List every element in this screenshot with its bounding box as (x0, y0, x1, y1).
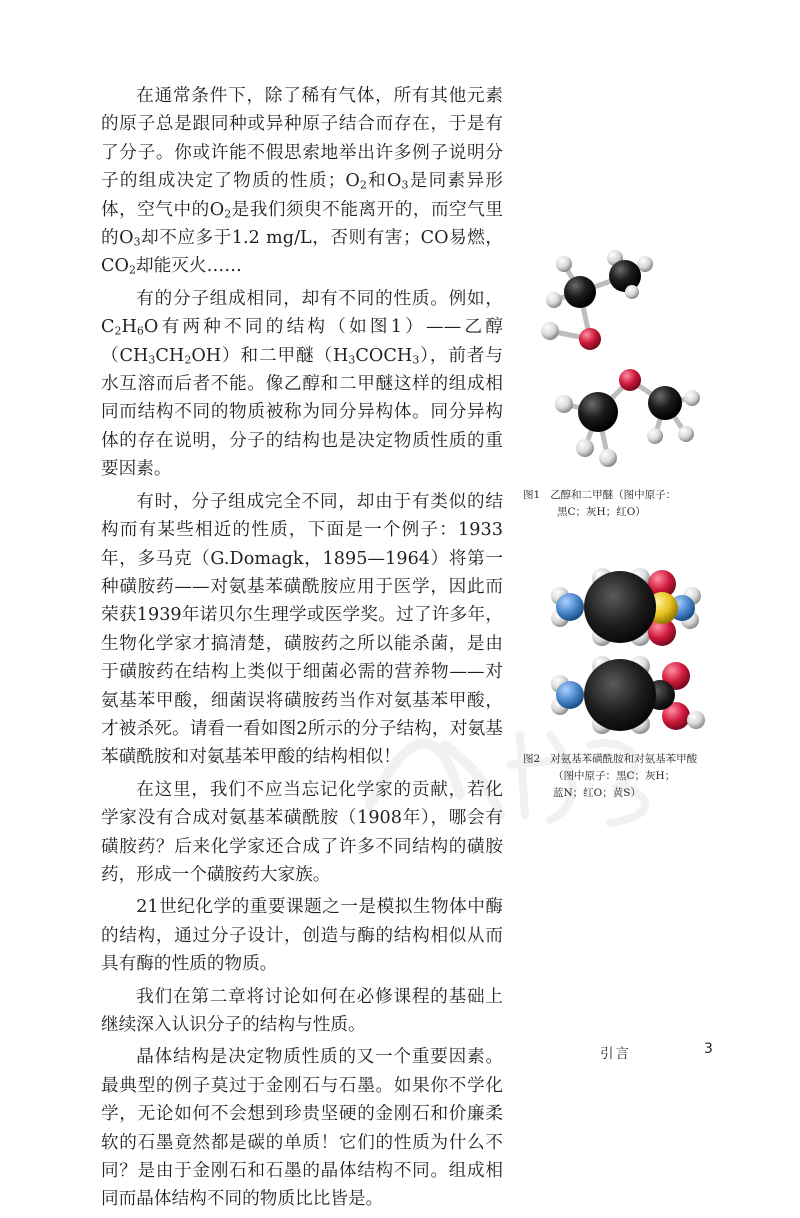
sulfanilamide-model (551, 568, 701, 646)
text-run: 和O (366, 171, 402, 192)
atom-oxygen (619, 369, 641, 391)
ethanol-atoms (541, 250, 653, 350)
atom-hydrogen (678, 426, 694, 442)
page-number: 3 (704, 1041, 713, 1057)
atom-hydrogen (599, 449, 617, 467)
text-run: OH）和二甲醚（H (191, 345, 349, 366)
figure1-caption-line1: 乙醇和二甲醚（图中原子： (550, 489, 677, 501)
figure2-molecules (540, 560, 720, 740)
text-run: 我们在第二章将讨论如何在必修课程的基础上继续深入认识分子的结构与性质。 (101, 986, 503, 1035)
atom-nitrogen (556, 593, 584, 621)
paragraph (101, 893, 503, 978)
benzene-ring-carbon (584, 659, 656, 731)
atom-hydrogen (647, 428, 663, 444)
text-run: 在通常条件下，除了稀有气体，所有其他元素的原子总是跟同种或异种原子结合而存在，于是有了分子。你或许能不假思索地举出许多例子说明分子的组成决定了物质的性质；O (101, 86, 503, 192)
figure2-number: 图2 (523, 753, 541, 765)
text-run: 晶体结构是决定物质性质的又一个重要因素。最典型的例子莫过于金刚石与石墨。如果你不学化学，无论如何不会想到珍贵坚硬的金刚石和价廉柔软的石墨竟然都是碳的单质！它们的性质为什么不同？是由于金刚石和石墨的晶体结构不同。组成相同而晶体结构不同的物质比比皆是。 (101, 1047, 503, 1210)
subscript: 2 (129, 264, 136, 278)
figure1-caption-line2: 黑C；灰H；红O） (557, 506, 646, 518)
paragraph (101, 983, 503, 1040)
figure2-caption-line3: 蓝N；红O；黄S） (553, 787, 641, 799)
atom-carbon (578, 392, 618, 432)
subscript: 2 (224, 207, 232, 221)
subscript: 2 (184, 353, 192, 367)
text-run: COCH (355, 345, 413, 366)
text-run: 有时，分子组成完全不同，却由于有类似的结构而有某些相近的性质，下面是一个例子：1933年，多马克（G.Domagk，1895—1964）将第一种磺胺药——对氨基苯磺酰胺应用于医学，因此而荣获1939年诺贝尔生理学或医学奖。过了许多年，生物化学家才搞清楚，磺胺药之所以能杀菌，是由于磺胺药在结构上类似于细菌必需的营养物——对氨基苯甲酸，细菌误将磺胺药当作对氨基苯甲酸，才被杀死。请看一看如图2所示的分子结构，对氨基苯磺酰胺和对氨基苯甲酸的结构相似！ (101, 491, 503, 768)
atom-hydrogen (555, 395, 573, 413)
text-run: ），前者与水互溶而后者不能。像乙醇和二甲醚这样的组成相同而结构不同的物质被称为同分异构体。同分异构体的存在说明，分子的结构也是决定物质性质的重要因素。 (101, 345, 503, 480)
atom-carbon (648, 386, 682, 420)
figure1-caption (523, 487, 723, 521)
figure2-caption (523, 751, 743, 802)
subscript: 2 (359, 178, 367, 192)
atom-hydrogen (687, 711, 705, 729)
figure1-number: 图1 (523, 489, 541, 501)
figure2-caption-line2: （图中原子：黑C；灰H； (553, 770, 676, 782)
atom-nitrogen (556, 681, 584, 709)
paragraph (101, 82, 503, 281)
paragraph (101, 285, 503, 484)
text-run: 有的分子组成相同，却有不同的性质。例如，C (101, 288, 503, 338)
subscript: 6 (136, 324, 144, 338)
atom-hydrogen (684, 390, 700, 406)
aminobenzoic-acid-model (551, 656, 705, 734)
benzene-ring-carbon (584, 571, 656, 643)
subscript: 3 (348, 353, 356, 367)
atom-hydrogen (546, 292, 562, 308)
ether-atoms (555, 369, 700, 467)
atom-hydrogen (576, 439, 594, 457)
subscript: 3 (133, 235, 141, 249)
subscript: 3 (412, 353, 420, 367)
subscript: 2 (114, 324, 122, 338)
text-run: 却能灭火…… (136, 256, 242, 277)
subscript: 3 (148, 353, 156, 367)
page-footer (600, 1042, 720, 1062)
atom-oxygen (579, 328, 601, 350)
paragraph (101, 1043, 503, 1213)
main-text (101, 82, 503, 1218)
text-run: 在这里，我们不应当忘记化学家的贡献，若化学家没有合成对氨基苯磺酰胺（1908年），哪会有磺胺药？后来化学家还合成了许多不同结构的磺胺药，形成一个磺胺药大家族。 (101, 779, 503, 885)
text-run: 21世纪化学的重要课题之一是模拟生物体中酶的结构，通过分子设计，创造与酶的结构相似从而具有酶的性质的物质。 (101, 897, 503, 975)
text-run: 却不应多于1.2 mg/L，否则有害；CO易燃，CO (101, 228, 503, 277)
subscript: 3 (401, 178, 409, 192)
atom-hydrogen (556, 256, 572, 272)
text-run: 是同素异形体，空气中的O (101, 171, 503, 220)
figure2-caption-line1: 对氨基苯磺酰胺和对氨基苯甲酸 (550, 753, 698, 765)
atom-hydrogen (625, 285, 639, 299)
text-run: H (121, 317, 137, 338)
atom-hydrogen (541, 322, 559, 340)
figure1-molecules (520, 240, 720, 480)
atom-carbon (564, 276, 596, 308)
text-run: 是我们须臾不能离开的，而空气里的O (101, 199, 503, 249)
text-run: O有两种不同的结构（如图1）——乙醇（CH (101, 317, 503, 366)
section-label: 引言 (600, 1046, 631, 1062)
text-run: CH (155, 345, 185, 366)
